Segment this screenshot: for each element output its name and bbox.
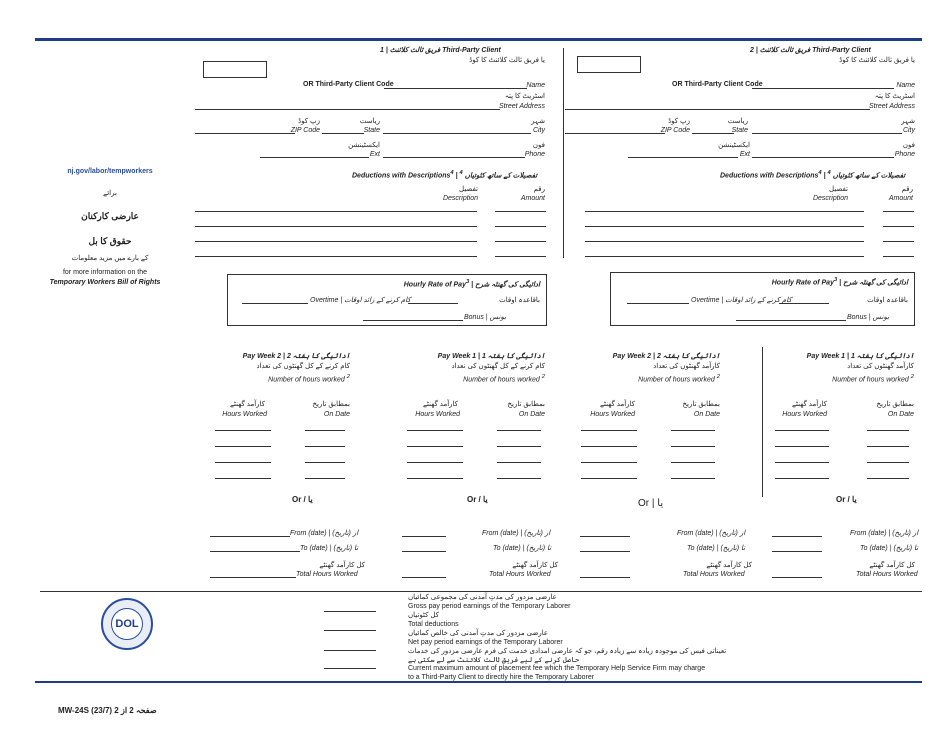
total-hours-urdu: کل کارآمد گھنٹے <box>706 562 752 569</box>
sidebar-bill-of-rights: حقوق کا بل <box>88 236 132 246</box>
hours-field[interactable] <box>215 430 271 431</box>
hours-field[interactable] <box>775 430 829 431</box>
client-phone-urdu: فون <box>902 142 915 149</box>
regular-rate-field[interactable] <box>408 303 458 304</box>
client-street-label: Street Address <box>868 103 915 110</box>
deductions-heading: Deductions with Descriptions$^4$ | تفصیلات کے ساتھ کٹوتیاں $^4$ <box>352 170 538 180</box>
total-hours-field[interactable] <box>402 577 446 578</box>
deduction-amount-4[interactable] <box>495 256 546 257</box>
to-date-label-en: To (date) <box>493 545 521 552</box>
from-date-label-en: From (date) <box>677 530 714 537</box>
hours-field[interactable] <box>215 462 271 463</box>
hours-count-urdu: کام کرنے کے کل گھنٹوں کی تعداد <box>256 363 350 370</box>
from-date-label-urdu: از (تاریخ) <box>524 530 551 537</box>
hours-count-urdu: کارآمد گھنٹوں کی تعداد <box>653 363 720 370</box>
or-label: Or | یا <box>638 498 664 509</box>
to-date-field[interactable] <box>402 551 446 552</box>
overtime-label-urdu: کام کرنے کے زائد اوقات <box>344 297 411 304</box>
deduction-desc-4[interactable] <box>195 256 477 257</box>
deduction-desc-3[interactable] <box>585 241 864 242</box>
amount-urdu: رقم <box>533 186 545 193</box>
hours-field[interactable] <box>581 462 637 463</box>
on-date-urdu: بمطابق تاریخ <box>876 401 914 408</box>
bonus-label: Bonus | بونس <box>464 314 507 321</box>
total-hours-field[interactable] <box>772 577 822 578</box>
on-date-label: On Date <box>323 411 350 418</box>
bonus-field[interactable] <box>363 320 463 321</box>
hours-count-label-en: Number of hours worked <box>638 376 715 384</box>
overtime-label: Overtime | کام کرنے کے زائد اوقات <box>691 297 792 304</box>
deductions-sup: 4 <box>818 170 822 176</box>
deduction-amount-3[interactable] <box>495 241 546 242</box>
from-date-field[interactable] <box>580 536 630 537</box>
hours-field[interactable] <box>775 462 829 463</box>
client-city-urdu: شہر <box>531 118 545 125</box>
client-phone-field[interactable] <box>752 157 894 158</box>
client-zip-urdu: زپ کوڈ <box>668 118 690 125</box>
net-pay-label: Net pay period earnings of the Temporary Laborer <box>408 639 563 646</box>
desc-urdu: تفصیل <box>829 186 848 193</box>
gross-pay-urdu: عارضی مزدور کی مدتِ آمدنی کی مجموعی کمائیاں <box>408 594 557 601</box>
hours-count-label <box>774 373 914 384</box>
client-phone-field[interactable] <box>383 157 525 158</box>
sidebar-for: برائے <box>103 190 117 197</box>
deductions-sup-urdu: 4 <box>827 170 831 176</box>
deductions-heading-urdu: تفصیلات کے ساتھ کٹوتیاں <box>832 172 906 180</box>
total-hours-urdu: کل کارآمد گھنٹے <box>319 562 365 569</box>
deduction-amount-2[interactable] <box>495 226 546 227</box>
deduction-amount-3[interactable] <box>883 241 914 242</box>
deductions-heading: Deductions with Descriptions$^4$ | تفصیلات کے ساتھ کٹوتیاں $^4$ <box>720 170 906 180</box>
pay-week-block <box>772 352 916 502</box>
deduction-desc-4[interactable] <box>585 256 864 257</box>
placement-fee-field[interactable] <box>324 668 376 669</box>
hourly-rate-sup: 3 <box>833 277 838 283</box>
hours-count-sup: 2 <box>346 374 350 380</box>
desc-label: Description <box>442 195 478 202</box>
hours-worked-urdu: کارآمد گھنٹے <box>599 401 635 408</box>
client-street-field[interactable] <box>195 109 500 110</box>
date-field[interactable] <box>867 446 909 447</box>
to-date-label-en: To (date) <box>687 545 715 552</box>
deduction-amount-4[interactable] <box>883 256 914 257</box>
from-date-label-urdu: از (تاریخ) <box>892 530 919 537</box>
client-city-label: City <box>902 127 915 134</box>
date-field[interactable] <box>867 478 909 479</box>
hours-worked-label: Hours Worked <box>782 411 827 418</box>
hours-count-label <box>580 373 720 384</box>
client-code-urdu: یا فریق ثالث کلائنٹ کا کوڈ <box>469 57 545 64</box>
deduction-amount-1[interactable] <box>883 211 914 212</box>
bonus-label-urdu: بونس <box>489 314 507 321</box>
client-city-label: City <box>532 127 545 134</box>
hours-field[interactable] <box>407 462 463 463</box>
client-city-field[interactable] <box>383 133 531 134</box>
to-date-field[interactable] <box>772 551 822 552</box>
pay-week-title-urdu: ادائیگی کا ہفتہ 2 <box>656 353 720 360</box>
regular-rate-label: باقاعدہ اوقات <box>499 297 540 304</box>
bonus-field[interactable] <box>736 320 846 321</box>
from-date-field[interactable] <box>402 536 446 537</box>
hours-field[interactable] <box>775 446 829 447</box>
from-date-label-en: From (date) <box>482 530 519 537</box>
deduction-amount-1[interactable] <box>495 211 546 212</box>
client-heading: فریق ثالث کلائنٹ | 2 Third-Party Client <box>750 47 871 54</box>
hours-worked-label: Hours Worked <box>222 411 267 418</box>
hourly-rate-title-urdu: ادائیگی کی گھنٹہ شرح <box>843 279 908 287</box>
hours-count-sup: 2 <box>716 374 720 380</box>
date-field[interactable] <box>671 446 715 447</box>
on-date-urdu: بمطابق تاریخ <box>312 401 350 408</box>
regular-rate-label: باقاعدہ اوقات <box>867 297 908 304</box>
client-phone-label: Phone <box>894 151 915 158</box>
column-divider <box>563 48 564 258</box>
overtime-label-en: Overtime <box>691 297 720 304</box>
deduction-desc-3[interactable] <box>195 241 477 242</box>
date-field[interactable] <box>497 478 541 479</box>
or-label: Or / یا <box>292 495 313 504</box>
client-heading-en: Third-Party Client <box>812 47 871 54</box>
pay-week-title-urdu: ادائیگی کا ہفتہ 1 <box>850 353 914 360</box>
desc-urdu: تفصیل <box>459 186 478 193</box>
client-zip-urdu: زپ کوڈ <box>298 118 320 125</box>
hourly-rate-box <box>610 272 915 326</box>
date-field[interactable] <box>671 462 715 463</box>
placement-fee-label-2: to a Third-Party Client to directly hire the Temporary Laborer <box>408 674 595 681</box>
sidebar-more-info-urdu: کے بارے میں مزید معلومات <box>71 255 149 262</box>
hourly-rate-title-en: Hourly Rate of Pay <box>403 281 466 289</box>
from-date-field[interactable] <box>210 536 290 537</box>
hourly-rate-title-urdu: ادائیگی کی گھنٹہ شرح <box>475 281 540 289</box>
on-date-urdu: بمطابق تاریخ <box>682 401 720 408</box>
total-hours-label: Total Hours Worked <box>856 571 918 578</box>
pay-week-title-en: Pay Week 1 <box>806 353 846 360</box>
on-date-label: On Date <box>518 411 545 418</box>
deduction-desc-1[interactable] <box>195 211 477 212</box>
pay-week-title-urdu: ادائیگی کا ہفتہ 1 <box>481 353 545 360</box>
from-date-label: From (date) | از (تاریخ) <box>290 530 359 537</box>
placement-fee-urdu-1: تعیناتی فیس کی موجودہ زیادہ سے زیادہ رقم، جو کہ عارضی امدادی خدمت کی فرم عارضی مزدور کی خدمات <box>408 648 727 655</box>
overtime-label-urdu: کام کرنے کے زائد اوقات <box>725 297 792 304</box>
hours-field[interactable] <box>581 430 637 431</box>
dol-seal-text: DOL <box>115 618 139 630</box>
total-hours-label: Total Hours Worked <box>489 571 551 578</box>
bonus-label-en: Bonus <box>464 314 484 321</box>
total-deductions-field[interactable] <box>324 630 376 631</box>
hours-worked-urdu: کارآمد گھنٹے <box>422 401 458 408</box>
on-date-label: On Date <box>887 411 914 418</box>
hours-count-label-en: Number of hours worked <box>463 376 540 384</box>
bonus-label: Bonus | بونس <box>847 314 890 321</box>
hours-field[interactable] <box>215 478 271 479</box>
summary-divider <box>40 591 922 592</box>
hours-worked-urdu: کارآمد گھنٹے <box>791 401 827 408</box>
client-street-field[interactable] <box>565 109 870 110</box>
bonus-label-urdu: بونس <box>872 314 890 321</box>
hours-count-urdu: کام کرنے کے کل گھنٹوں کی تعداد <box>451 363 545 370</box>
client-phone-label: Phone <box>524 151 545 158</box>
client-ext-urdu: ایکسٹینشن <box>718 142 750 149</box>
hours-field[interactable] <box>407 446 463 447</box>
date-field[interactable] <box>671 430 715 431</box>
client-code-box[interactable] <box>203 61 267 78</box>
hours-count-sup: 2 <box>910 374 914 380</box>
to-date-label-urdu: تا (تاریخ) <box>893 545 919 552</box>
client-heading-sup: 2 <box>750 47 754 54</box>
deductions-sup-urdu: 4 <box>459 170 463 176</box>
hours-field[interactable] <box>581 446 637 447</box>
deductions-heading-urdu: تفصیلات کے ساتھ کٹوتیاں <box>464 172 538 180</box>
hours-field[interactable] <box>775 478 829 479</box>
overtime-field[interactable] <box>242 303 308 304</box>
total-hours-field[interactable] <box>210 577 296 578</box>
hours-count-label <box>210 373 350 384</box>
from-date-label: From (date) | از (تاریخ) <box>482 530 551 537</box>
pay-week-title: Pay Week 2 | ادائیگی کا ہفتہ 2 <box>242 353 350 360</box>
pay-week-title: Pay Week 1 | ادائیگی کا ہفتہ 1 <box>806 353 914 360</box>
date-field[interactable] <box>305 478 345 479</box>
hourly-rate-sup: 3 <box>465 279 470 285</box>
amount-urdu: رقم <box>901 186 913 193</box>
page-footer: MW-24S (23/7) صفحہ 2 از 2 <box>58 706 157 715</box>
to-date-label: To (date) | تا (تاریخ) <box>860 545 919 552</box>
total-hours-urdu: کل کارآمد گھنٹے <box>869 562 915 569</box>
client-ext-urdu: ایکسٹینشن <box>348 142 380 149</box>
info-link[interactable]: nj.gov/labor/tempworkers <box>67 168 153 175</box>
pay-week-title: Pay Week 2 | ادائیگی کا ہفتہ 2 <box>612 353 720 360</box>
placement-fee-urdu-2: حاصل کرنے کے لیے فریق ثالث کلائنٹ سے لے سکتی ہے <box>408 657 580 664</box>
overtime-field[interactable] <box>627 303 689 304</box>
pay-week-title-en: Pay Week 1 <box>437 353 477 360</box>
amount-label: Amount <box>520 195 545 202</box>
client-code-label: OR Third-Party Client Code <box>672 81 763 88</box>
hours-count-label <box>405 373 545 384</box>
hours-worked-urdu: کارآمد گھنٹے <box>229 401 265 408</box>
to-date-field[interactable] <box>210 551 300 552</box>
gross-pay-field[interactable] <box>324 611 376 612</box>
pay-week-title-en: Pay Week 2 <box>242 353 282 360</box>
to-date-label-urdu: تا (تاریخ) <box>720 545 746 552</box>
from-date-label: From (date) | از (تاریخ) <box>677 530 746 537</box>
total-hours-urdu: کل کارآمد گھنٹے <box>512 562 558 569</box>
hourly-rate-title: Hourly Rate of Pay$^3$ | ادائیگی کی گھنٹہ شرح <box>403 279 540 289</box>
top-rule <box>35 38 922 41</box>
client-code-box[interactable] <box>577 56 641 73</box>
client-code-urdu: یا فریق ثالث کلائنٹ کا کوڈ <box>839 57 915 64</box>
hours-count-sup: 2 <box>541 374 545 380</box>
sidebar-bill-title: Temporary Workers Bill of Rights <box>49 279 161 286</box>
client-state-urdu: ریاست <box>359 118 380 125</box>
client-ext-label: Ext <box>739 151 750 158</box>
client-code-label: OR Third-Party Client Code <box>303 81 394 88</box>
pay-week-block <box>210 352 352 502</box>
from-date-label-en: From (date) <box>290 530 327 537</box>
pay-week-title: Pay Week 1 | ادائیگی کا ہفتہ 1 <box>437 353 545 360</box>
to-date-label-en: To (date) <box>300 545 328 552</box>
client-zip-label: ZIP Code <box>290 127 320 134</box>
on-date-urdu: بمطابق تاریخ <box>507 401 545 408</box>
pay-week-block <box>403 352 547 502</box>
from-date-label-urdu: از (تاریخ) <box>332 530 359 537</box>
client-state-urdu: ریاست <box>727 118 748 125</box>
client-ext-label: Ext <box>369 151 380 158</box>
client-city-field[interactable] <box>752 133 902 134</box>
or-label: Or / یا <box>467 495 488 504</box>
client-heading-en: Third-Party Client <box>442 47 501 54</box>
hourly-rate-title-en: Hourly Rate of Pay <box>771 279 834 287</box>
hours-count-label-en: Number of hours worked <box>832 376 909 384</box>
dol-seal <box>101 598 153 650</box>
deduction-desc-2[interactable] <box>195 226 477 227</box>
date-field[interactable] <box>867 462 909 463</box>
overtime-label-en: Overtime <box>310 297 339 304</box>
hours-field[interactable] <box>581 478 637 479</box>
or-label: Or / یا <box>836 495 857 504</box>
hours-count-urdu: کارآمد گھنٹوں کی تعداد <box>847 363 914 370</box>
sidebar-temp-workers: عارضی کارکنان <box>81 211 139 221</box>
client-name-label: Name <box>526 82 545 89</box>
net-pay-urdu: عارضی مزدور کی مدتِ آمدنی کی خالص کمائیاں <box>408 630 549 637</box>
hourly-rate-box <box>227 274 547 326</box>
hours-field[interactable] <box>407 430 463 431</box>
to-date-label-urdu: تا (تاریخ) <box>526 545 552 552</box>
to-date-label-urdu: تا (تاریخ) <box>333 545 359 552</box>
deductions-sup: 4 <box>450 170 454 176</box>
date-field[interactable] <box>671 478 715 479</box>
to-date-label: To (date) | تا (تاریخ) <box>300 545 359 552</box>
client-city-urdu: شہر <box>901 118 915 125</box>
client-name-label: Name <box>896 82 915 89</box>
deductions-heading-en: Deductions with Descriptions <box>352 172 451 180</box>
to-date-label-en: To (date) <box>860 545 888 552</box>
date-field[interactable] <box>497 446 541 447</box>
net-pay-field[interactable] <box>324 650 376 651</box>
bonus-label-en: Bonus <box>847 314 867 321</box>
client-zip-label: ZIP Code <box>660 127 690 134</box>
sidebar-more-info: for more information on the <box>62 269 148 276</box>
from-date-field[interactable] <box>772 536 822 537</box>
total-deductions-label: Total deductions <box>408 621 459 628</box>
from-date-label: From (date) | از (تاریخ) <box>850 530 919 537</box>
client-street-urdu: اسٹریٹ کا پتہ <box>874 93 915 100</box>
date-field[interactable] <box>305 462 345 463</box>
to-date-field[interactable] <box>580 551 630 552</box>
to-date-label: To (date) | تا (تاریخ) <box>493 545 552 552</box>
deduction-desc-1[interactable] <box>585 211 864 212</box>
deductions-heading-en: Deductions with Descriptions <box>720 172 819 180</box>
client-heading-urdu: فریق ثالث کلائنٹ <box>759 47 811 54</box>
total-hours-field[interactable] <box>580 577 630 578</box>
on-date-label: On Date <box>693 411 720 418</box>
desc-label: Description <box>812 195 848 202</box>
placement-fee-label-1: Current maximum amount of placement fee which the Temporary Help Service Firm may charge <box>408 665 706 672</box>
pay-week-title-urdu: ادائیگی کا ہفتہ 2 <box>286 353 350 360</box>
total-hours-label: Total Hours Worked <box>683 571 745 578</box>
pay-week-block <box>578 352 722 510</box>
deduction-amount-2[interactable] <box>883 226 914 227</box>
date-field[interactable] <box>497 430 541 431</box>
hours-worked-label: Hours Worked <box>415 411 460 418</box>
client-street-urdu: اسٹریٹ کا پتہ <box>504 93 545 100</box>
date-field[interactable] <box>867 430 909 431</box>
from-date-label-urdu: از (تاریخ) <box>719 530 746 537</box>
client-street-label: Street Address <box>498 103 545 110</box>
total-hours-label: Total Hours Worked <box>296 571 358 578</box>
hours-worked-label: Hours Worked <box>590 411 635 418</box>
hourly-rate-title: Hourly Rate of Pay$^3$ | ادائیگی کی گھنٹہ شرح <box>771 277 908 287</box>
hours-field[interactable] <box>407 478 463 479</box>
from-date-label-en: From (date) <box>850 530 887 537</box>
to-date-label: To (date) | تا (تاریخ) <box>687 545 746 552</box>
gross-pay-label: Gross pay period earnings of the Temporary Laborer <box>408 603 571 610</box>
client-state-label: State <box>731 127 748 134</box>
pay-week-title-en: Pay Week 2 <box>612 353 652 360</box>
date-field[interactable] <box>305 446 345 447</box>
total-deductions-urdu: کل کٹوتیاں <box>408 612 439 619</box>
date-field[interactable] <box>497 462 541 463</box>
week-divider <box>762 347 763 497</box>
client-heading-sup: 1 <box>380 47 384 54</box>
client-state-label: State <box>363 127 380 134</box>
amount-label: Amount <box>888 195 913 202</box>
client-heading-urdu: فریق ثالث کلائنٹ <box>389 47 441 54</box>
overtime-label: Overtime | کام کرنے کے زائد اوقات <box>310 297 411 304</box>
client-heading: فریق ثالث کلائنٹ | 1 Third-Party Client <box>380 47 501 54</box>
client-phone-urdu: فون <box>532 142 545 149</box>
deduction-desc-2[interactable] <box>585 226 864 227</box>
hours-count-label-en: Number of hours worked <box>268 376 345 384</box>
date-field[interactable] <box>305 430 345 431</box>
hours-field[interactable] <box>215 446 271 447</box>
